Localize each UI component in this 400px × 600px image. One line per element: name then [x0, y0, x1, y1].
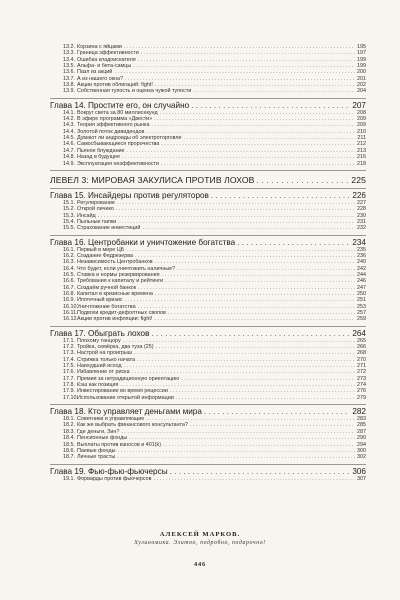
toc-entry-page: 259 — [357, 316, 366, 323]
toc-entry-title: Инсайд — [77, 212, 96, 219]
toc-entry-title: Назад в будущее — [77, 154, 121, 161]
toc-entry-number: 13.3. — [63, 50, 75, 57]
toc-chapter — [50, 329, 366, 338]
toc-entry-page: 279 — [357, 394, 366, 401]
toc-entry-page: 212 — [357, 141, 366, 148]
dot-leader — [211, 191, 350, 200]
dot-leader — [154, 316, 355, 322]
toc-chapter — [50, 238, 366, 247]
dot-leader — [193, 88, 355, 94]
toc-entry-number: 14.8. — [63, 154, 75, 161]
toc-entry-title: Глава 16. Центробанки и уничтожение богатства — [50, 237, 236, 247]
toc-entry-number: 16.4. — [63, 265, 75, 272]
toc-entry-number: 17.9. — [63, 388, 75, 395]
toc-entry-title: Избавление от риска — [77, 369, 130, 376]
toc-entry-page: 271 — [357, 363, 366, 370]
toc-chapter — [50, 191, 366, 200]
toc-entry-title: Капитал в кризисные времена — [77, 290, 153, 297]
toc-entry-title: Эксплуатация неэффективности — [77, 160, 159, 167]
toc-entry-page: 274 — [357, 382, 366, 389]
toc-entry-number: 13.5. — [63, 63, 75, 70]
footer-author: АЛЕКСЕЙ МАРКОВ. — [159, 531, 241, 538]
toc-entry-title: Первый в мире ЦБ — [77, 246, 125, 253]
toc-entry-number: 17.3. — [63, 350, 75, 357]
toc-entry-number: 13.6. — [63, 69, 75, 76]
toc-entry-title: Наихудший исход — [77, 363, 122, 370]
toc-chapter — [50, 101, 366, 110]
toc-entry-title: Личные трасты — [77, 454, 116, 461]
toc-entry-number: 16.10. — [63, 303, 78, 310]
toc-entry-number: 14.2. — [63, 116, 75, 123]
toc-entry-title: Паевые фонды — [77, 447, 116, 454]
toc-entry-title: Кэш как позиция — [77, 382, 119, 389]
toc-entry-number: 14.7. — [63, 147, 75, 154]
dot-leader — [142, 225, 355, 231]
toc-entry-page: 251 — [357, 297, 366, 304]
toc-entry-number: 17.4. — [63, 356, 75, 363]
table-of-contents — [50, 44, 366, 482]
toc-entry-page: 244 — [357, 271, 366, 278]
toc-entry-page: 209 — [357, 116, 366, 123]
toc-entry-title: Золотой поток дивидендов — [77, 128, 145, 135]
toc-entry-title: Глава 18. Кто управляет деньгами мира — [50, 407, 202, 417]
toc-entry-page: 195 — [357, 44, 366, 50]
toc-entry-page: 199 — [357, 63, 366, 70]
toc-entry-page: 294 — [357, 441, 366, 448]
toc-entry-page: 253 — [357, 303, 366, 310]
toc-entry-page: 235 — [357, 246, 366, 253]
dot-leader — [204, 407, 350, 416]
dot-leader — [161, 161, 355, 167]
toc-entry-page: 197 — [357, 50, 366, 57]
toc-entry — [50, 161, 366, 167]
toc-entry-number: 16.8. — [63, 290, 75, 297]
toc-entry-title: Пьяное блуждание — [77, 147, 125, 154]
toc-entry — [50, 88, 366, 94]
dot-leader — [237, 238, 350, 247]
toc-entry-number: 18.4. — [63, 435, 75, 442]
dot-leader — [151, 329, 350, 338]
toc-entry — [50, 225, 366, 231]
toc-entry-title: Создаём ручной банкок — [77, 284, 137, 291]
toc-entry-title: Самосбывающиеся пророчества — [77, 141, 160, 148]
toc-entry-number: 16.12. — [63, 316, 78, 323]
toc-entry-number: 15.3. — [63, 212, 75, 219]
toc-entry-number: 16.9. — [63, 297, 75, 304]
toc-entry-number: 16.11. — [63, 310, 78, 316]
toc-entry-page: 216 — [357, 154, 366, 161]
toc-entry-page: 230 — [357, 212, 366, 219]
toc-entry-page: 287 — [357, 428, 366, 435]
toc-entry-page: 204 — [357, 88, 366, 95]
toc-entry-title: Страхование инвестиций — [77, 225, 141, 232]
toc-entry-page: 227 — [357, 199, 366, 206]
toc-entry-title: А из нашего окна? — [77, 75, 124, 82]
toc-entry-page: 268 — [357, 350, 366, 357]
toc-entry-page: 302 — [357, 454, 366, 461]
toc-entry-page: 199 — [357, 56, 366, 63]
toc-entry-page: 250 — [357, 290, 366, 297]
toc-entry-page: 290 — [357, 435, 366, 442]
toc-entry-page: 273 — [357, 375, 366, 382]
toc-entry-number: 16.7. — [63, 284, 75, 291]
toc-entry-title: Тройка, семёрка, два туза (25) — [77, 344, 154, 351]
section-divider — [50, 235, 366, 236]
toc-entry-page: 307 — [357, 475, 366, 482]
toc-entry-page: 246 — [357, 278, 366, 285]
toc-entry-page: 213 — [357, 147, 366, 154]
toc-entry-page: 208 — [357, 109, 366, 116]
toc-entry-title: Как же выбрать финансового консультанта? — [77, 422, 188, 429]
toc-entry-number: 14.3. — [63, 122, 75, 129]
toc-entry-title: Где деньги, Зин? — [77, 428, 120, 435]
toc-entry-page: 225 — [351, 174, 366, 185]
toc-entry-number: 17.5. — [63, 363, 75, 370]
toc-entry-title: Ошибка кладоискателя — [77, 56, 136, 63]
toc-entry-page: 211 — [357, 135, 366, 142]
toc-entry-number: 17.10. — [63, 394, 78, 401]
toc-entry-title: Плохому танцору — [77, 337, 121, 344]
toc-entry-number: 13.4. — [63, 56, 75, 63]
toc-entry-title: Независимость Центробанков — [77, 259, 153, 266]
toc-entry-title: Теория эффективного рынка — [77, 122, 150, 129]
toc-entry-number: 17.8. — [63, 382, 75, 389]
toc-entry-title: Альфа- и бета-самцы — [77, 63, 132, 70]
toc-entry-title: Выплаты против взносов и 401(k) — [77, 441, 162, 448]
toc-entry-number: 15.2. — [63, 206, 75, 213]
toc-entry-title: Пазл из акций — [77, 69, 113, 76]
toc-entry-number: 16.3. — [63, 259, 75, 266]
toc-entry-number: 16.6. — [63, 278, 75, 285]
toc-entry-page: 209 — [357, 122, 366, 129]
toc-entry-title: Стрижка только начата — [77, 356, 136, 363]
toc-entry-title: Глава 19. Фью-фью-фьючерсы — [50, 466, 168, 476]
toc-entry-page: 228 — [357, 206, 366, 213]
toc-entry-title: Корзина с яйцами — [77, 44, 122, 50]
toc-entry-title: Регулирование — [77, 199, 115, 206]
footer-tagline: Хулиномика. Элитно, подробно, подарочно! — [134, 540, 266, 546]
toc-entry-number: 14.9. — [63, 160, 75, 167]
toc-entry-title: В эфире программа «Двести» — [77, 116, 153, 123]
toc-entry-page: 201 — [357, 75, 366, 82]
toc-entry-page: 218 — [357, 160, 366, 167]
toc-entry-title: Открой личико — [77, 206, 114, 213]
toc-entry-page: 200 — [357, 69, 366, 76]
toc-entry-title: Форварды против фьючерсов — [77, 475, 152, 482]
section-divider — [50, 464, 366, 465]
toc-entry-number: 13.8. — [63, 82, 75, 89]
toc-entry-page: 266 — [357, 344, 366, 351]
toc-entry-title: Глава 14. Простите его, он случайно — [50, 100, 190, 110]
dot-leader — [191, 101, 350, 110]
toc-entry-title: Ипотечный кризис — [77, 297, 123, 304]
toc-entry-number: 18.2. — [63, 422, 75, 429]
toc-entry-number: 18.7. — [63, 454, 75, 461]
toc-entry-title: Использование открытой информации — [77, 394, 174, 401]
section-divider — [50, 326, 366, 327]
toc-entry-title: Советники и управляющие — [77, 416, 145, 423]
toc-entry-page: 207 — [352, 100, 366, 110]
toc-entry-title: Пенсионные фонды — [77, 435, 128, 442]
toc-entry-number: 17.7. — [63, 375, 75, 382]
toc-entry-title: Требования к капиталу и рейтинги — [77, 278, 164, 285]
toc-entry-title: Акции против облигаций: fight! — [77, 82, 153, 89]
toc-entry-number: 16.5. — [63, 271, 75, 278]
toc-part — [50, 175, 366, 185]
toc-entry-page: 265 — [357, 337, 366, 344]
toc-entry-number: 13.2. — [63, 44, 75, 50]
toc-entry-page: 285 — [357, 422, 366, 429]
toc-entry-number: 17.6. — [63, 369, 75, 376]
toc-entry-page: 257 — [357, 310, 366, 316]
toc-entry-title: Пыльные папки — [77, 218, 117, 225]
toc-entry — [50, 476, 366, 482]
section-divider — [50, 98, 366, 99]
toc-entry-number: 13.9. — [63, 88, 75, 95]
toc-entry-number: 16.2. — [63, 252, 75, 259]
toc-entry-page: 236 — [357, 252, 366, 259]
toc-entry-number: 16.1. — [63, 246, 75, 253]
toc-entry-number: 17.2. — [63, 344, 75, 351]
dot-leader — [154, 476, 355, 482]
toc-entry-page: 242 — [357, 265, 366, 272]
toc-entry-page: 272 — [357, 369, 366, 376]
toc-entry-number: 17.1. — [63, 337, 75, 344]
toc-entry-title: Ставка и нормы резервирования — [77, 271, 160, 278]
toc-entry-number: 18.6. — [63, 447, 75, 454]
toc-entry-page: 240 — [357, 259, 366, 266]
toc-entry-page: 306 — [352, 466, 366, 476]
toc-entry-page: 232 — [357, 225, 366, 232]
toc-entry-title: Создание Федрезерва — [77, 252, 134, 259]
toc-entry-number: 19.1. — [63, 475, 75, 482]
toc-chapter — [50, 467, 366, 476]
toc-entry-title: Думают ли андроиды об электроторговле — [77, 135, 182, 142]
toc-entry-page: 231 — [357, 218, 366, 225]
toc-entry-page: 264 — [352, 328, 366, 338]
toc-entry-page: 226 — [352, 190, 366, 200]
toc-entry-title: ЛЕВЕЛ 3: МИРОВАЯ ЗАКУЛИСА ПРОТИВ ЛОХОВ — [50, 174, 255, 185]
toc-entry-title: Собственная тупость и оценка чужой тупости — [77, 88, 192, 95]
toc-entry-number: 18.3. — [63, 428, 75, 435]
toc-entry-number: 14.4. — [63, 128, 75, 135]
toc-entry-number: 15.1. — [63, 199, 75, 206]
toc-entry-page: 234 — [352, 237, 366, 247]
toc-entry-number: 18.5. — [63, 441, 75, 448]
dot-leader — [170, 467, 351, 476]
toc-entry-page: 270 — [357, 356, 366, 363]
dot-leader — [176, 395, 355, 401]
toc-entry-title: Граница эффективности — [77, 50, 139, 57]
toc-entry-page: 283 — [357, 416, 366, 423]
toc-entry-title: Премия за нетрадиционную ориентацию — [77, 375, 180, 382]
toc-entry — [50, 316, 366, 322]
dot-leader — [117, 454, 355, 460]
toc-entry-title: Настрой на проигрыш — [77, 350, 133, 357]
toc-entry — [50, 395, 366, 401]
toc-entry-title: Подвохи кредит-дефолтных свопов — [77, 310, 166, 316]
dot-leader — [256, 175, 349, 185]
toc-entry-page: 300 — [357, 447, 366, 454]
toc-entry-title: Инвестирование во время рецессии — [77, 388, 168, 395]
toc-entry-page: 210 — [357, 128, 366, 135]
toc-entry-number: 14.6. — [63, 141, 75, 148]
section-divider — [50, 188, 366, 189]
toc-entry-title: Глава 17. Обыграть лохов — [50, 328, 150, 338]
section-divider — [50, 404, 366, 405]
toc-entry-title: Уничтожение богатства — [77, 303, 136, 310]
toc-entry-page: 282 — [352, 407, 366, 417]
toc-entry-number: 14.1. — [63, 109, 75, 116]
toc-entry-page: 202 — [357, 82, 366, 89]
toc-entry-page: 276 — [357, 388, 366, 395]
toc-entry — [50, 454, 366, 460]
toc-entry-page: 247 — [357, 284, 366, 291]
toc-entry-title: Что будет, если уничтожить наличные? — [77, 265, 176, 272]
toc-entry-number: 13.7. — [63, 75, 75, 82]
toc-entry-number: 18.1. — [63, 416, 75, 423]
toc-entry-title: Глава 15. Инсайдеры против регуляторов — [50, 190, 209, 200]
toc-entry-title: Вокруг света за 80 миллисекунд — [77, 109, 158, 116]
toc-entry-title: Акции против инфляции: fight! — [77, 316, 153, 323]
toc-entry-number: 15.5. — [63, 225, 75, 232]
page-number: 446 — [194, 561, 206, 568]
toc-chapter — [50, 407, 366, 416]
toc-entry-number: 14.5. — [63, 135, 75, 142]
toc-entry-number: 15.4. — [63, 218, 75, 225]
section-divider — [50, 170, 366, 171]
